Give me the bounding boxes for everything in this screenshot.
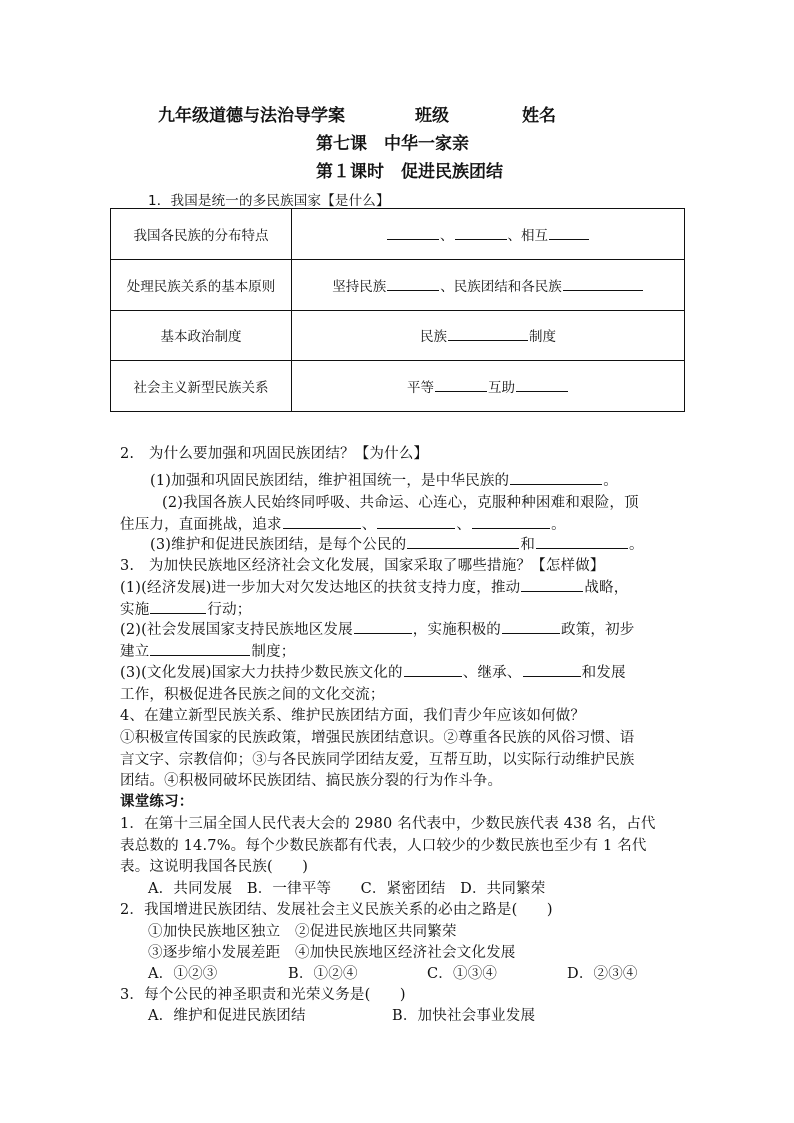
row-content: 坚持民族 、民族团结和各民族 (292, 259, 685, 310)
blank[interactable] (354, 620, 412, 634)
table-row (111, 361, 685, 412)
row-label: 处理民族关系的基本原则 (111, 259, 292, 310)
table-row (111, 310, 685, 361)
part3-e1a: (1)(经济发展)进一步加大对欠发达地区的扶贫支持力度，推动 战略， (120, 580, 629, 596)
part2-p2a: (2)我国各族人民始终同呼吸、共命运、心连心，克服种种困难和艰险，顶 (162, 495, 639, 511)
part1-heading: 1．我国是统一的多民族国家【是什么】 (148, 193, 390, 209)
part3-e3a: (3)(文化发展)国家大力扶持少数民族文化的 、继承、 和发展 (120, 665, 626, 681)
part4-line1: ①积极宣传国家的民族政策，增强民族团结意识。②尊重各民族的风俗习惯、语 (120, 730, 635, 746)
blank[interactable] (150, 600, 206, 614)
q1-line1: 1．在第十三届全国人民代表大会的 2980 名代表中，少数民族代表 438 名，占代 (120, 816, 656, 832)
part3-e2b: 建立 制度； (120, 644, 296, 660)
blank[interactable] (404, 663, 462, 677)
part1-table (110, 208, 685, 412)
row-label: 社会主义新型民族关系 (111, 361, 292, 412)
blank[interactable] (387, 226, 439, 240)
table-row (111, 209, 685, 260)
q2-line1: ①加快民族地区独立 ②促进民族地区共同繁荣 (148, 924, 457, 940)
q2-option-c: C．①③④ (427, 966, 498, 982)
section-title: 第１课时 促进民族团结 (316, 162, 503, 182)
part3-e2a: (2)(社会发展国家支持民族地区发展 ，实施积极的 政策，初步 (120, 622, 635, 638)
practice-heading: 课堂练习： (120, 793, 194, 810)
blank[interactable] (549, 226, 589, 240)
q1-options: A．共同发展 B．一律平等 C．紧密团结 D．共同繁荣 (148, 881, 546, 897)
name-label: 姓名 (522, 106, 556, 126)
blank[interactable] (510, 471, 602, 485)
part3-heading: 3. 为加快民族地区经济社会文化发展，国家采取了哪些措施？【怎样做】 (120, 558, 605, 574)
blank[interactable] (435, 378, 487, 392)
part2-p1: (1)加强和巩固民族团结，维护祖国统一，是中华民族的 。 (150, 473, 618, 489)
q2-line2: ③逐步缩小发展差距 ④加快民族地区经济社会文化发展 (148, 945, 516, 961)
part4-line3: 团结。④积极同破坏民族团结、搞民族分裂的行为作斗争。 (120, 773, 503, 789)
row-content: 民族 制度 (292, 310, 685, 361)
blank[interactable] (536, 535, 628, 549)
q2-option-d: D．②③④ (567, 966, 638, 982)
table-row (111, 259, 685, 310)
blank[interactable] (150, 642, 250, 656)
q3-option-a: A．维护和促进民族团结 (148, 1008, 306, 1024)
part3-e1b: 实施 行动； (120, 602, 252, 618)
part4-line2: 言文字、宗教信仰；③与各民族同学团结友爱，互帮互助，以实际行动维护民族 (120, 752, 635, 768)
blank[interactable] (563, 277, 643, 291)
blank[interactable] (455, 226, 507, 240)
q2-option-a: A．①②③ (148, 966, 218, 982)
blank[interactable] (516, 378, 568, 392)
q2-stem: 2．我国增进民族团结、发展社会主义民族关系的必由之路是( ) (120, 902, 553, 918)
row-content: 平等 互助 (292, 361, 685, 412)
q1-line3: 表。这说明我国各民族( ) (120, 859, 309, 875)
part4-heading: 4、在建立新型民族关系、维护民族团结方面，我们青少年应该如何做？ (120, 708, 586, 724)
blank[interactable] (523, 663, 581, 677)
lesson-title: 第七课 中华一家亲 (316, 134, 469, 154)
row-content: 、 、相互 (292, 209, 685, 260)
blank[interactable] (521, 578, 583, 592)
q2-option-b: B．①②④ (288, 966, 358, 982)
part3-e3b: 工作，积极促进各民族之间的文化交流； (120, 687, 385, 703)
page-title: 九年级道德与法治导学案 (158, 106, 345, 126)
blank[interactable] (407, 535, 519, 549)
q3-option-b: B．加快社会事业发展 (392, 1008, 536, 1024)
blank[interactable] (472, 515, 550, 529)
part2-p2b: 住压力，直面挑战，追求 、 、 。 (120, 517, 566, 533)
part2-heading: 2. 为什么要加强和巩固民族团结？【为什么】 (120, 446, 429, 462)
row-label: 基本政治制度 (111, 310, 292, 361)
blank[interactable] (502, 620, 560, 634)
blank[interactable] (448, 327, 528, 341)
q3-stem: 3．每个公民的神圣职责和光荣义务是( ) (120, 987, 406, 1003)
class-label: 班级 (415, 106, 449, 126)
blank[interactable] (377, 515, 455, 529)
row-label: 我国各民族的分布特点 (111, 209, 292, 260)
blank[interactable] (387, 277, 439, 291)
q1-line2: 表总数的 14.7%。每个少数民族都有代表，人口较少的少数民族也至少有 1 名代 (120, 838, 647, 854)
blank[interactable] (283, 515, 361, 529)
part2-p3: (3)维护和促进民族团结，是每个公民的 和 。 (150, 537, 644, 553)
